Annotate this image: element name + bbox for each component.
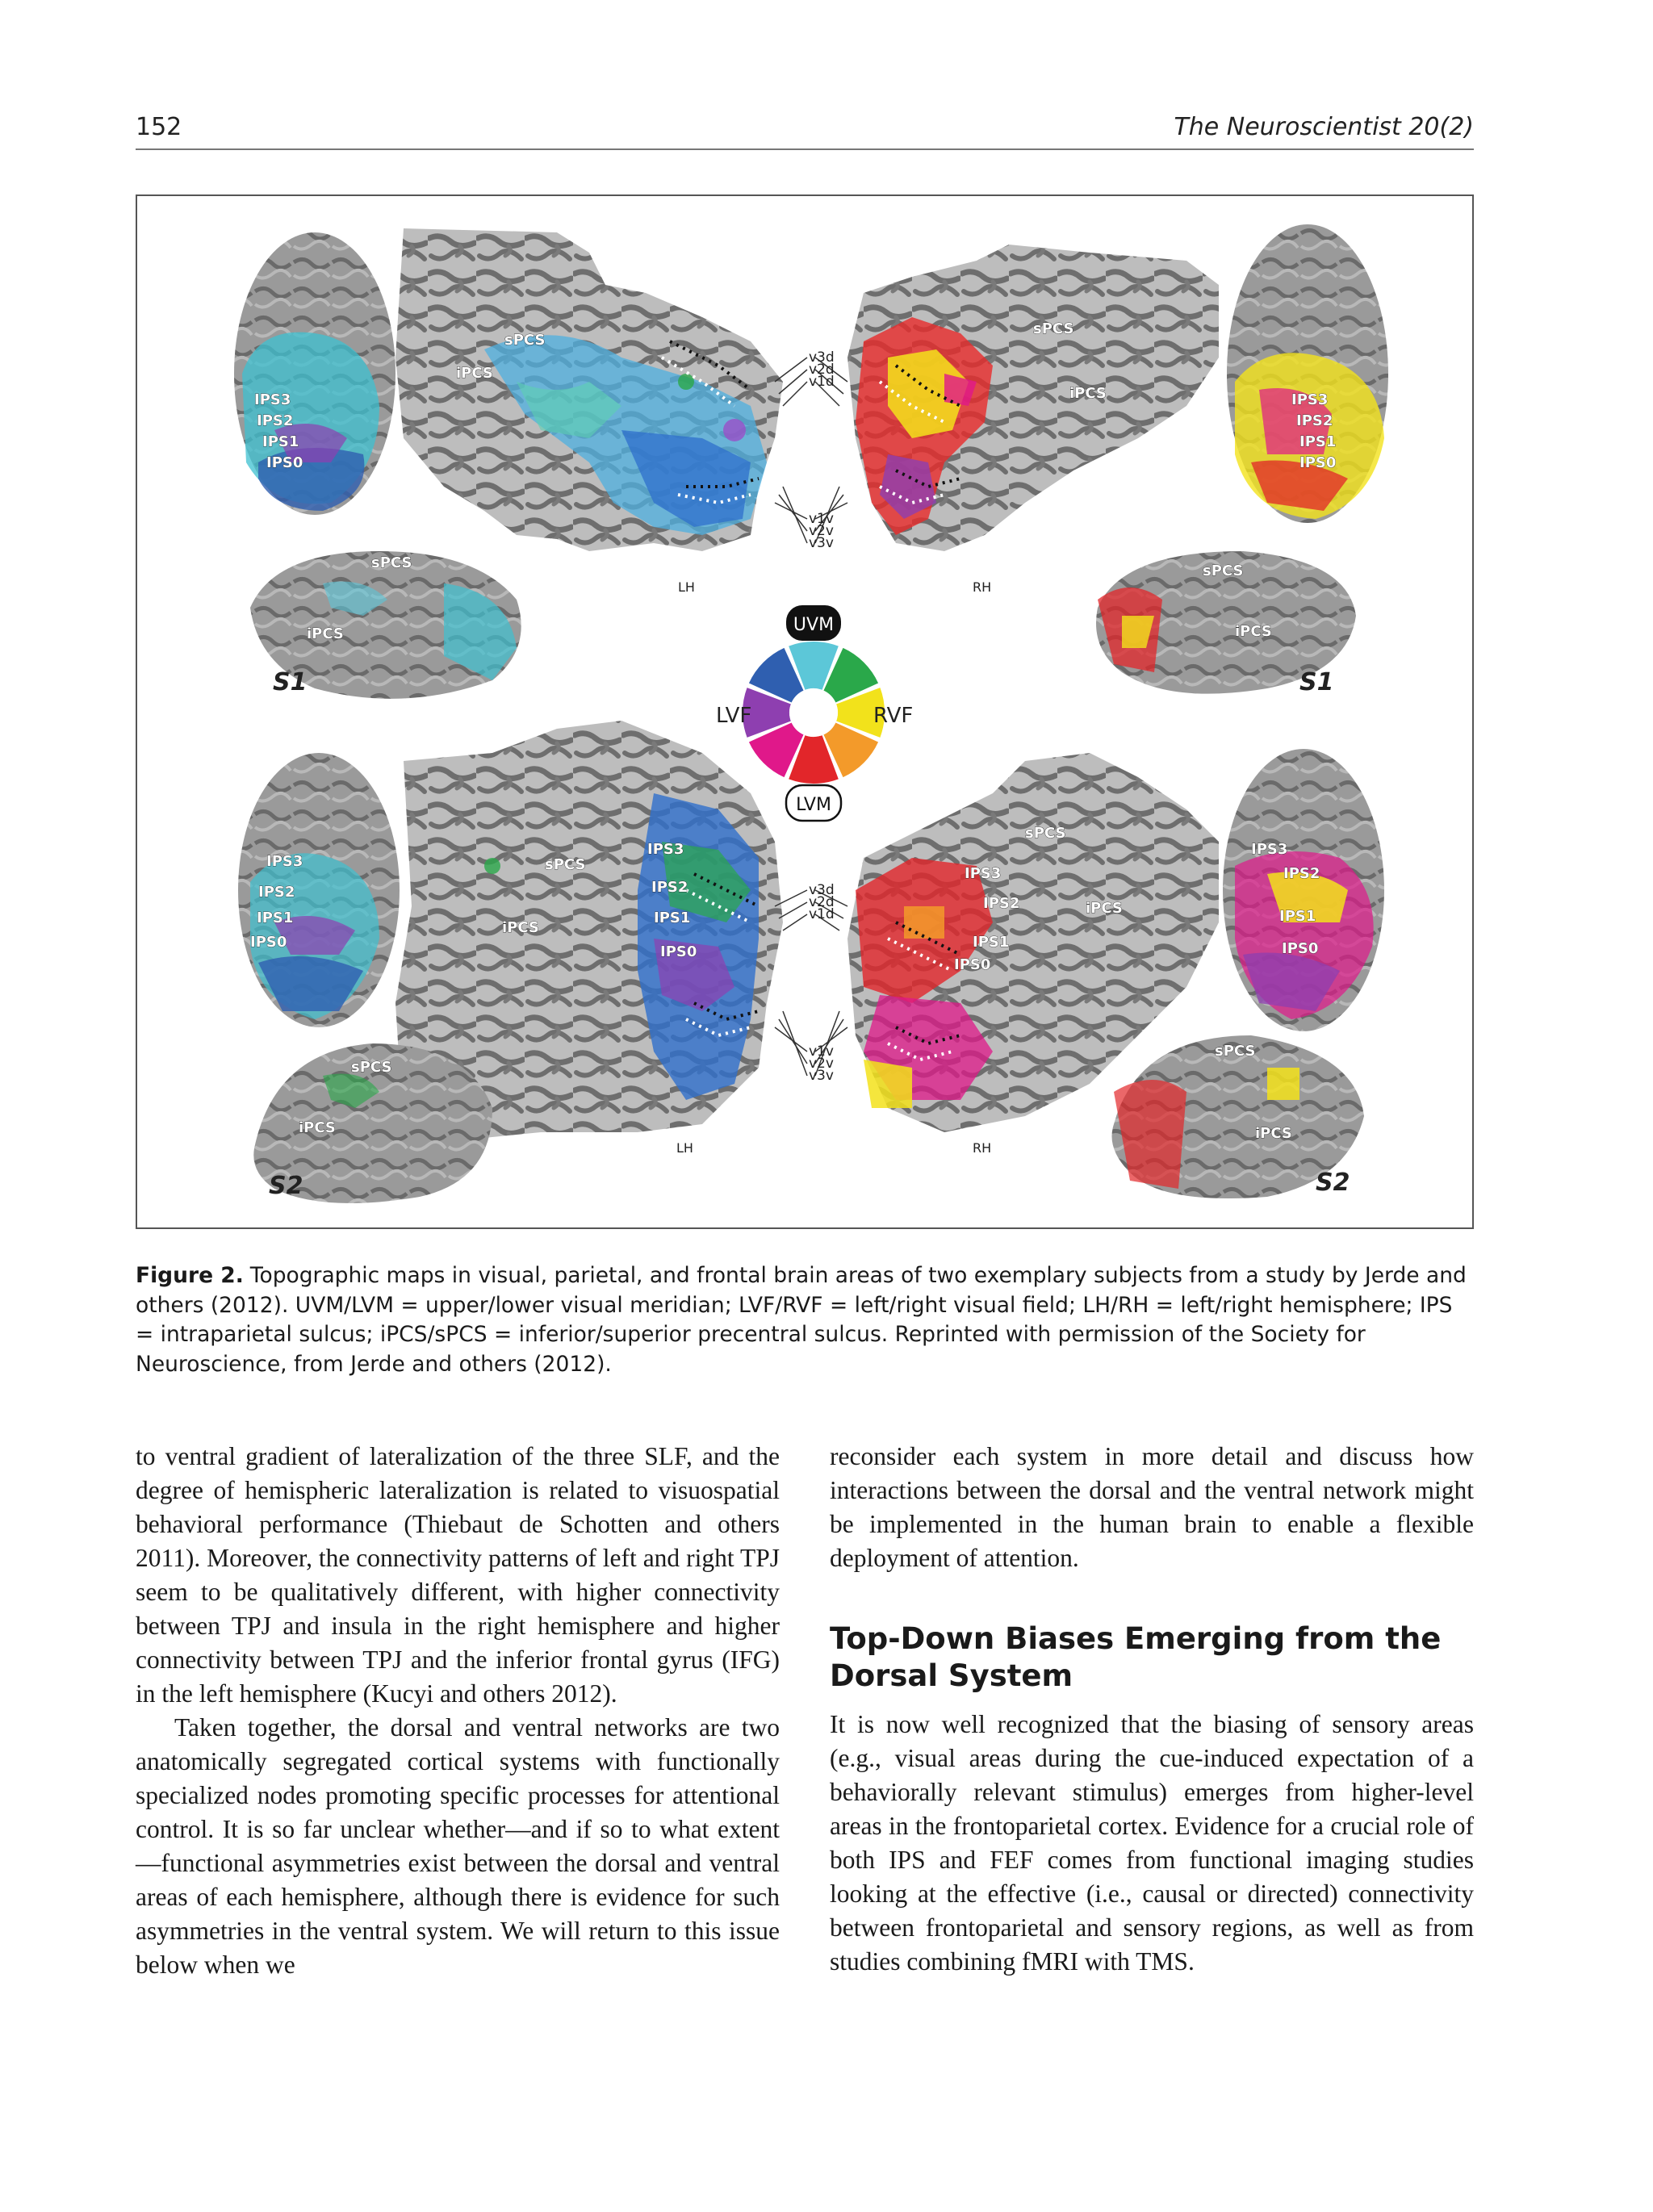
label-ipcs-s1-rh-lateral: iPCS bbox=[1235, 623, 1272, 640]
label-spcs-s2-rh-lateral: sPCS bbox=[1215, 1043, 1256, 1060]
label-ips0-s2-lh: IPS0 bbox=[660, 943, 697, 960]
label-spcs-s2-lh-lateral: sPCS bbox=[351, 1059, 392, 1076]
label-ipcs-s2-rh-lateral: iPCS bbox=[1255, 1125, 1292, 1142]
journal-title: The Neuroscientist 20(2) bbox=[1174, 113, 1474, 141]
brain-posterior-s2-rh bbox=[1223, 749, 1384, 1031]
brain-posterior-s1-rh bbox=[1227, 224, 1388, 523]
label-s2-left: S2 bbox=[269, 1172, 303, 1200]
brain-posterior-s1-lh bbox=[234, 232, 395, 515]
label-v1d-s2: v1d bbox=[809, 906, 835, 922]
body-paragraph: to ventral gradient of lateralization of the three SLF, and the degree of hemispheric lateralization is related to visuospatial behavioral performance (Thiebaut de Schotten and others 2011). Moreover, the connectivity patterns of left and right TPJ seem to be qualitatively different, with higher connectivity between TPJ and insula in the right hemisphere and higher connectivity between TPJ and the inferior frontal gyrus (IFG) in the left hemisphere (Kucyi and others 2012). bbox=[136, 1442, 780, 1708]
label-ips2-s2-lh: IPS2 bbox=[651, 879, 688, 896]
label-ips1-s2-lh-brain: IPS1 bbox=[257, 909, 294, 926]
label-v2v-s2: v2v bbox=[809, 1056, 834, 1072]
label-ips0-s2-rh: IPS0 bbox=[954, 956, 991, 973]
label-spcs-s2-rh: sPCS bbox=[1025, 825, 1066, 842]
label-ips2-s1-lh: IPS2 bbox=[257, 412, 294, 429]
label-ips3-s1-rh: IPS3 bbox=[1291, 391, 1329, 408]
figure-caption-label: Figure 2. bbox=[136, 1263, 244, 1288]
label-spcs-s1-lh: sPCS bbox=[504, 332, 546, 349]
figure-2-illustration bbox=[137, 196, 1474, 1229]
label-spcs-s1-rh-lateral: sPCS bbox=[1203, 562, 1244, 579]
legend-uvm: UVM bbox=[793, 615, 835, 635]
label-ips2-s2-lh-brain: IPS2 bbox=[258, 884, 295, 901]
label-ips1-s2-rh-brain: IPS1 bbox=[1279, 908, 1316, 925]
label-ips1-s2-lh: IPS1 bbox=[654, 909, 691, 926]
label-v2d-s2: v2d bbox=[809, 894, 835, 910]
label-ipcs-s2-lh: iPCS bbox=[502, 919, 539, 936]
label-ips0-s1-lh: IPS0 bbox=[266, 454, 303, 471]
label-s1-right: S1 bbox=[1299, 668, 1334, 696]
color-wheel-legend bbox=[716, 605, 913, 821]
page-number: 152 bbox=[136, 113, 182, 141]
label-ips0-s1-rh: IPS0 bbox=[1299, 454, 1337, 471]
legend-lvm: LVM bbox=[796, 795, 831, 815]
label-rh-s1: RH bbox=[973, 579, 992, 595]
label-s2-right: S2 bbox=[1316, 1169, 1350, 1197]
legend-lvf: LVF bbox=[716, 704, 752, 728]
label-v3v-s1: v3v bbox=[809, 535, 834, 551]
label-ips0-s2-lh-brain: IPS0 bbox=[250, 934, 287, 951]
label-ipcs-s2-rh: iPCS bbox=[1086, 900, 1123, 917]
body-paragraph: It is now well recognized that the biasing of sensory areas (e.g., visual areas during the cue-induced expectation of a behaviorally relevant stimulus) emerges from higher-level areas in the frontoparietal cortex. Evidence for a crucial role of both IPS and FEF comes from functional imaging studies looking at the effective (i.e., causal or directed) connectivity between frontoparietal and sensory regions, as well as from studies combining fMRI with TMS. bbox=[830, 1710, 1474, 1976]
label-v2v-s1: v2v bbox=[809, 523, 834, 539]
label-spcs-s1-lh-lateral: sPCS bbox=[371, 554, 412, 571]
label-ipcs-s1-rh: iPCS bbox=[1069, 385, 1107, 402]
label-ips3-s2-lh-brain: IPS3 bbox=[266, 853, 303, 870]
body-paragraph: Taken together, the dorsal and ventral networks are two anatomically segregated cortical systems with functionally specialized nodes promoting specific processes for attentional control. It is so far unclear whether—and if so to what extent—functional asymmetries exist between the dorsal and ventral areas of each hemisphere, although there is evidence for such asymmetries in the ventral system. We will return to this issue below when we bbox=[136, 1713, 780, 1979]
label-v3v-s2: v3v bbox=[809, 1068, 834, 1084]
body-paragraph: reconsider each system in more detail and discuss how interactions between the dorsal and the ventral network might be implemented in the human brain to enable a flexible deployment of attention. bbox=[830, 1442, 1474, 1572]
body-column-left bbox=[136, 1440, 780, 1982]
label-v3d-s2: v3d bbox=[809, 882, 835, 898]
figure-caption-text: Topographic maps in visual, parietal, and frontal brain areas of two exemplary subjects from a study by Jerde and others (2012). UVM/LVM = upper/lower visual meridian; LVF/RVF = left/right visual field; LH/RH = left/right hemisphere; IPS = intraparietal sulcus; iPCS/sPCS = inferior/superior precentral sulcus. Reprinted with permission of the Society for Neuroscience, from Jerde and others (2012). bbox=[136, 1263, 1467, 1377]
label-lh-s2: LH bbox=[676, 1140, 693, 1156]
section-heading: Top-Down Biases Emerging from the Dorsal System bbox=[830, 1621, 1442, 1693]
figure-caption bbox=[136, 1261, 1475, 1379]
label-v1v-s1: v1v bbox=[809, 511, 834, 527]
body-column-right bbox=[830, 1440, 1474, 1979]
label-ips2-s2-rh: IPS2 bbox=[983, 895, 1020, 912]
label-v1v-s2: v1v bbox=[809, 1043, 834, 1060]
label-s1-left: S1 bbox=[273, 668, 308, 696]
figure-2 bbox=[136, 194, 1474, 1229]
label-ips3-s1-lh: IPS3 bbox=[254, 391, 291, 408]
label-ips1-s2-rh: IPS1 bbox=[973, 934, 1010, 951]
label-ips2-s1-rh: IPS2 bbox=[1296, 412, 1333, 429]
label-ips2-s2-rh-brain: IPS2 bbox=[1283, 865, 1320, 882]
label-spcs-s1-rh: sPCS bbox=[1033, 320, 1074, 337]
flatmap-s1-lh bbox=[395, 228, 783, 551]
label-rh-s2: RH bbox=[973, 1140, 992, 1156]
label-ips3-s2-rh-brain: IPS3 bbox=[1251, 841, 1288, 858]
label-ipcs-s1-lh-lateral: iPCS bbox=[307, 625, 344, 642]
label-ipcs-s2-lh-lateral: iPCS bbox=[299, 1119, 336, 1136]
legend-rvf: RVF bbox=[873, 704, 914, 728]
label-ips1-s1-lh: IPS1 bbox=[262, 433, 299, 450]
label-v1d-s1: v1d bbox=[809, 374, 835, 390]
label-ips3-s2-rh: IPS3 bbox=[965, 865, 1002, 882]
label-lh-s1: LH bbox=[678, 579, 695, 595]
page-header bbox=[136, 113, 1474, 150]
label-ipcs-s1-lh: iPCS bbox=[456, 365, 493, 382]
label-v3d-s1: v3d bbox=[809, 349, 835, 366]
label-ips3-s2-lh: IPS3 bbox=[647, 841, 684, 858]
label-ips0-s2-rh-brain: IPS0 bbox=[1282, 940, 1319, 957]
label-spcs-s2-lh: sPCS bbox=[545, 856, 586, 873]
flatmap-s1-rh bbox=[847, 245, 1219, 551]
label-ips1-s1-rh: IPS1 bbox=[1299, 433, 1337, 450]
label-v2d-s1: v2d bbox=[809, 362, 835, 378]
